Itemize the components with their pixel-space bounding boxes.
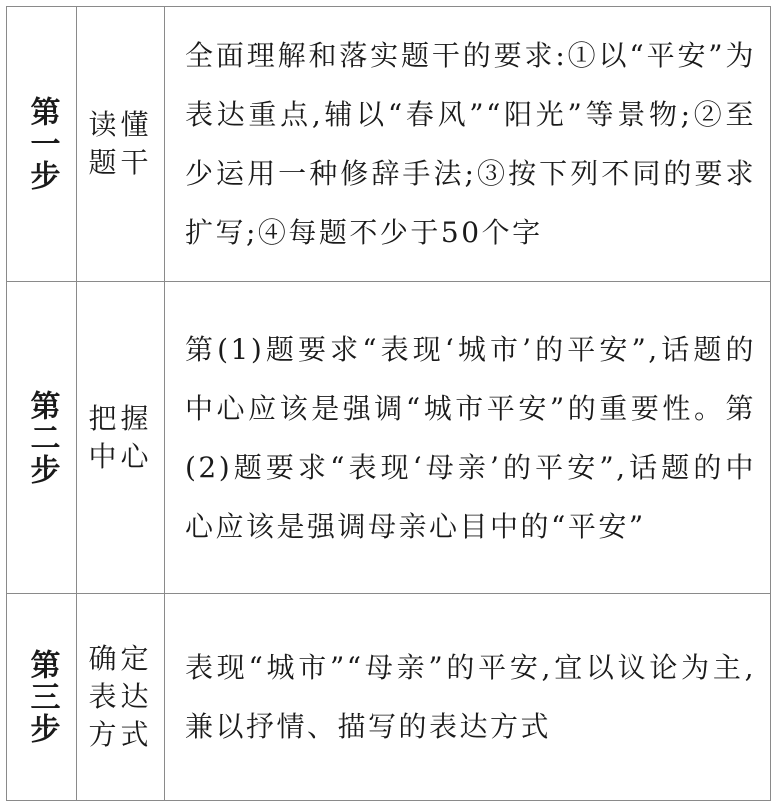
step-description: 第(1)题要求“表现‘城市’的平安”,话题的中心应该是强调“城市平安”的重要性。第(2)题要求“表现‘母亲’的平安”,话题的中心应该是强调母亲心目中的“平安” [185, 332, 756, 543]
step-name-cell [77, 594, 165, 801]
step-label: 第三步 [24, 649, 60, 745]
step-name-cell [77, 282, 165, 594]
step-cell [7, 282, 77, 594]
step-label: 第一步 [24, 96, 60, 192]
step-description: 全面理解和落实题干的要求:①以“平安”为表达重点,辅以“春风”“阳光”等景物;②至少运用一种修辞手法;③按下列不同的要求扩写;④每题不少于50个字 [185, 39, 756, 249]
step-cell [7, 594, 77, 801]
steps-sheet [6, 6, 771, 800]
step-label: 第二步 [24, 389, 60, 486]
steps-table [6, 6, 771, 801]
step-name-cell [77, 7, 165, 282]
table-row [7, 7, 771, 282]
step-description-cell [165, 282, 771, 594]
step-cell [7, 7, 77, 282]
step-name: 确定表达方式 [88, 642, 153, 751]
step-description: 表现“城市”“母亲”的平安,宜以议论为主,兼以抒情、描写的表达方式 [185, 651, 756, 743]
table-row [7, 594, 771, 801]
table-row [7, 282, 771, 594]
step-description-cell [165, 594, 771, 801]
step-description-cell [165, 7, 771, 282]
step-name: 读懂题干 [88, 108, 153, 179]
step-name: 把握中心 [88, 401, 153, 473]
